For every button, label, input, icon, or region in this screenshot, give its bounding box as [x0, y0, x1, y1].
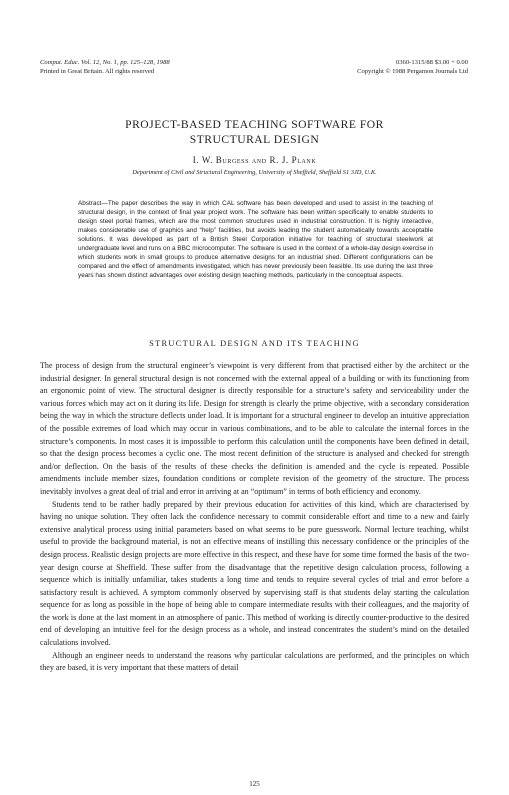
body-paragraph: Although an engineer needs to understand the reasons why particular calculations are performed, and the principles on which they are based, it is very important that these matters of detail	[40, 650, 469, 673]
title-line-1: PROJECT-BASED TEACHING SOFTWARE FOR	[125, 118, 384, 131]
journal-citation	[40, 59, 170, 76]
abstract-paragraph: Abstract—The paper describes the way in which CAL software has been developed and used to assist in the teaching of structural design, in the context of final year project work. The software has been written specifically to enable students to design steel portal frames, which are the most common structures used in industrial construction. It is highly interactive, makes considerable use of graphics and “help” facilities, but avoids leading the student automatically towards acceptable solutions. It was developed as part of a British Steel Corporation initiative for teaching of structural steelwork at undergraduate level and runs on a BBC microcomputer. The software is used in the context of a whole-day design exercise in which students work in small groups to produce alternative designs for an industrial shed. Different configurations can be compared and the effect of amendments investigated, which has never previously been feasible. Its use during the last three years has shown distinct advantages over existing design teaching methods, particularly in the conceptual aspects.	[78, 200, 433, 279]
issn-price: 0360-1315/88 $3.00 + 0.00	[395, 59, 468, 66]
section-heading: STRUCTURAL DESIGN AND ITS TEACHING	[149, 339, 360, 348]
journal-reference: Comput. Educ. Vol. 12, No. 1, pp. 125–128, 1988	[40, 59, 170, 66]
body-text	[40, 360, 469, 675]
copyright-notice: Copyright © 1988 Pergamon Journals Ltd	[357, 67, 468, 75]
printed-notice: Printed in Great Britain. All rights reserved	[40, 67, 155, 75]
body-paragraph: The process of design from the structural engineer’s viewpoint is very different from that practised either by the architect or the industrial designer. In general structural design is not concerned with the external appeal of a building or with its functioning from an ergonomic point of view. The structural designer is directly responsible for a structure’s safety and serviceability under the various forces which may act on it during its life. Design for strength is clearly the prime objective, with a secondary consideration being the way in which the structure deflects under load. It is important for a structural engineer to develop an intuitive appreciation of the possible extremes of load which may occur in various combinations, and to be able to calculate the internal forces in the structure’s components. In most cases it is impossible to perform this calculation until the components have been defined in detail, so that the design process becomes a cyclic one. The most recent definition of the structure is analysed and checked for strength and/or deflection. On the basis of the results of these checks the definition is amended and the cycle is repeated. Possible amendments include member sizes, foundation conditions or complete revision of the geometry of the structure. The process inevitably involves a great deal of trial and error in arriving at an “optimum” in terms of both efficiency and economy.	[40, 361, 469, 496]
copyright-block	[357, 59, 468, 76]
page-number: 125	[249, 780, 260, 788]
article-authors: I. W. Burgess and R. J. Plank	[192, 155, 317, 165]
article-title	[0, 118, 509, 147]
author-affiliation: Department of Civil and Structural Engineering, University of Sheffield, Sheffield S1 3JD, U.K.	[132, 169, 377, 176]
title-line-2: STRUCTURAL DESIGN	[189, 132, 320, 146]
body-paragraph: Students tend to be rather badly prepared by their previous education for activities of this kind, which are characterised by having no unique solution. They often lack the confidence necessary to commit considerable effort and time to a new and fairly extensive analytical process using initial parameters based on what seems to be pure guesswork. Normal lecture teaching, whilst useful to provide the background material, is not an effective means of instilling this necessary confidence or the principles of the design process. Realistic design projects are more effective in this respect, and these have for some time formed the basis of the two-year design course at Sheffield. These suffer from the disadvantage that the repetitive design calculation process, following a sequence which is initially unfamiliar, takes students a long time and tends to require several cycles of trial and error before a satisfactory result is achieved. A symptom commonly observed by supervising staff is that students delay starting the calculation sequence for as long as possible in the hope of being able to compare intermediate results with their colleagues, and the majority of the work is done at the last moment in an atmosphere of panic. This method of working is directly counter-productive to the desired end of developing an intuitive feel for the design process as a whole, and instead concentrates the student’s mind on the detailed calculations involved.	[40, 499, 469, 648]
